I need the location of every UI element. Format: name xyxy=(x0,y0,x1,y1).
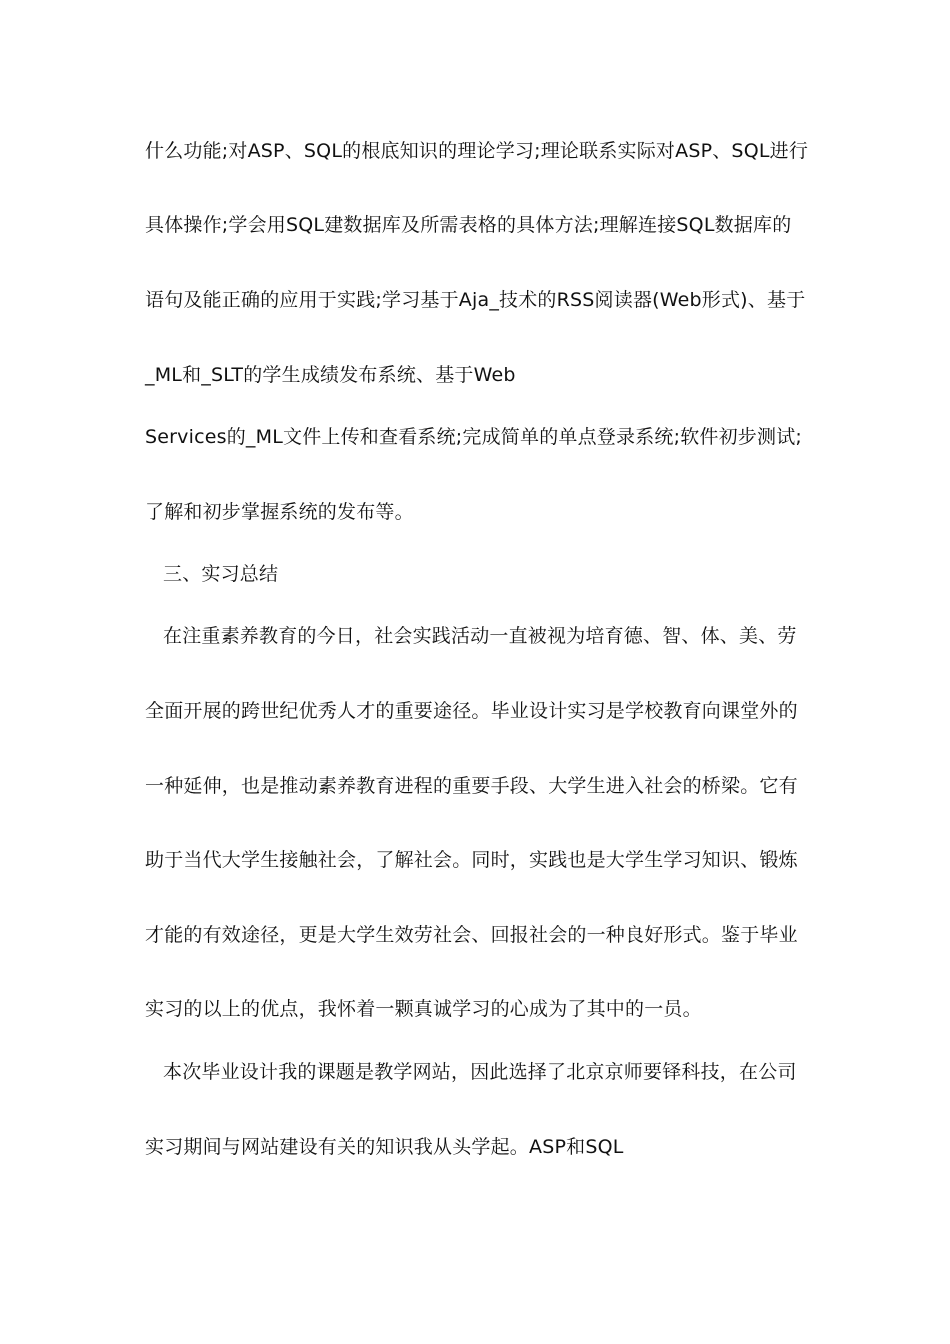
body-line-2: 具体操作;学会用SQL建数据库及所需表格的具体方法;理解连接SQL数据库的 xyxy=(145,214,792,236)
paragraph-1-line-5: 才能的有效途径，更是大学生效劳社会、回报社会的一种良好形式。鉴于毕业 xyxy=(145,924,798,946)
paragraph-1-line-4: 助于当代大学生接触社会，了解社会。同时，实践也是大学生学习知识、锻炼 xyxy=(145,849,798,871)
paragraph-1-line-6: 实习的以上的优点，我怀着一颗真诚学习的心成为了其中的一员。 xyxy=(145,998,702,1020)
paragraph-2-line-1: 本次毕业设计我的课题是教学网站，因此选择了北京京师要铎科技，在公司 xyxy=(163,1061,797,1083)
paragraph-1-line-2: 全面开展的跨世纪优秀人才的重要途径。毕业设计实习是学校教育向课堂外的 xyxy=(145,700,798,722)
paragraph-1-line-3: 一种延伸，也是推动素养教育进程的重要手段、大学生进入社会的桥梁。它有 xyxy=(145,775,798,797)
body-line-1: 什么功能;对ASP、SQL的根底知识的理论学习;理论联系实际对ASP、SQL进行 xyxy=(145,140,809,162)
body-line-5: Services的_ML文件上传和查看系统;完成简单的单点登录系统;软件初步测试; xyxy=(145,426,803,448)
body-line-6: 了解和初步掌握系统的发布等。 xyxy=(145,501,414,523)
body-line-4: _ML和_SLT的学生成绩发布系统、基于Web xyxy=(145,364,516,386)
section-heading: 三、实习总结 xyxy=(163,563,279,585)
body-line-3: 语句及能正确的应用于实践;学习基于Aja_技术的RSS阅读器(Web形式)、基于 xyxy=(145,289,806,311)
paragraph-1-line-1: 在注重素养教育的今日，社会实践活动一直被视为培育德、智、体、美、劳 xyxy=(163,625,797,647)
paragraph-2-line-2: 实习期间与网站建设有关的知识我从头学起。ASP和SQL xyxy=(145,1136,624,1158)
